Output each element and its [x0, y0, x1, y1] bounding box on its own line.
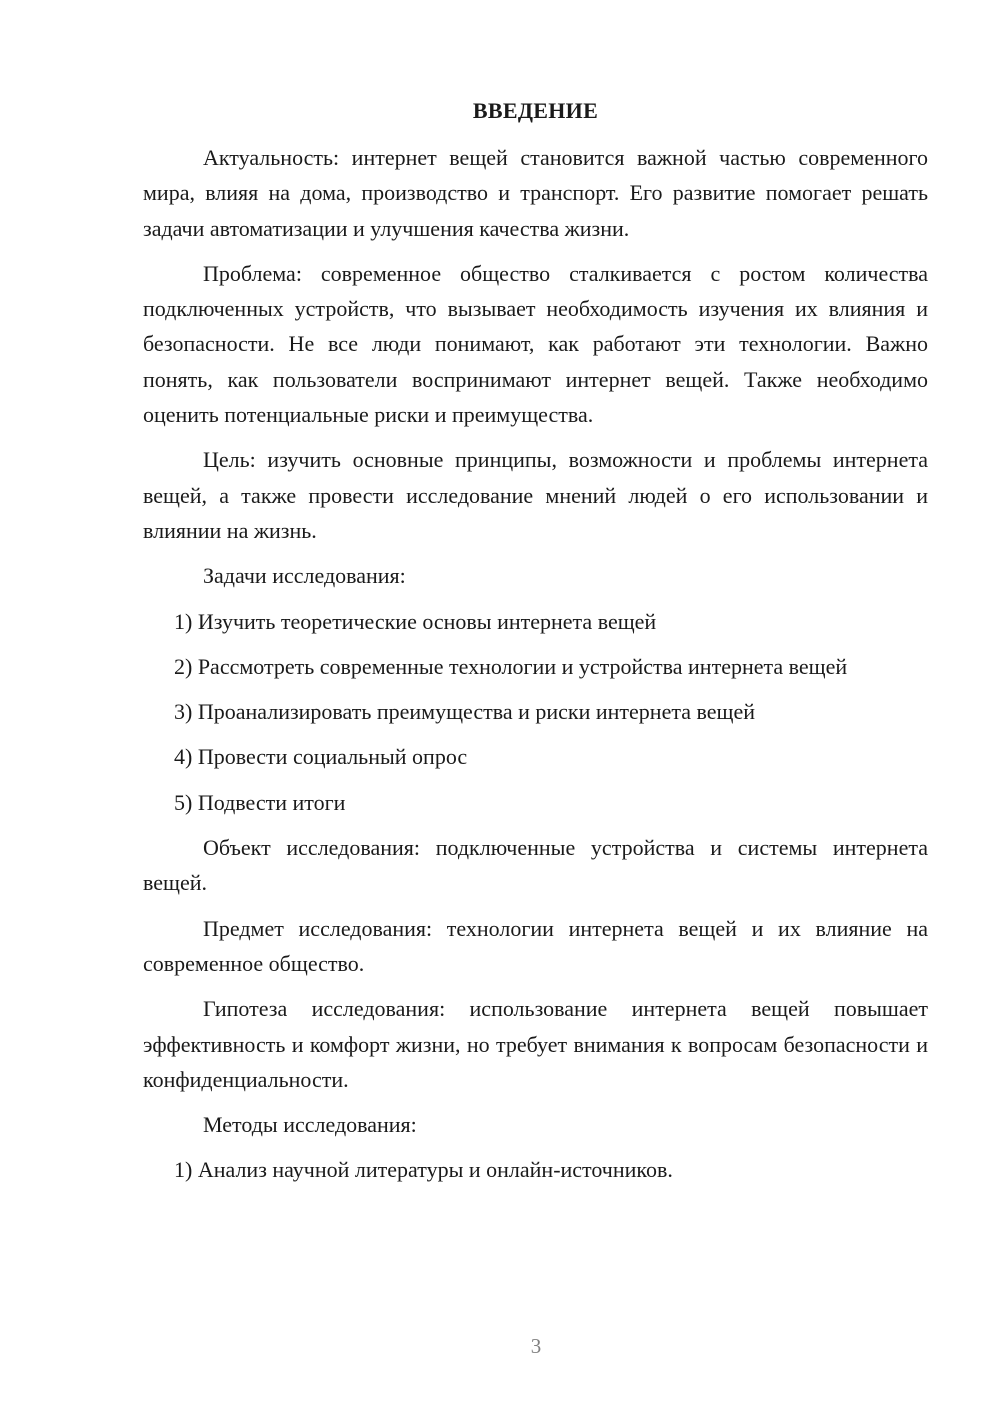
paragraph-goal: Цель: изучить основные принципы, возможности и проблемы интернета вещей, а также провести исследование мнений людей о его использовании и влиянии на жизнь.	[143, 447, 928, 543]
task-item: 4) Провести социальный опрос	[174, 744, 468, 770]
paragraph-subject: Предмет исследования: технологии интернета вещей и их влияние на современное общество.	[143, 915, 928, 976]
task-item: 5) Подвести итоги	[174, 789, 346, 815]
paragraph-tasks-heading: Задачи исследования:	[203, 563, 406, 589]
paragraph-object: Объект исследования: подключенные устройства и системы интернета вещей.	[143, 835, 928, 896]
task-item: 1) Изучить теоретические основы интернета вещей	[174, 608, 657, 634]
task-item: 3) Проанализировать преимущества и риски интернета вещей	[174, 699, 755, 725]
section-title: ВВЕДЕНИЕ	[472, 98, 599, 123]
task-item: 2) Рассмотреть современные технологии и устройства интернета вещей	[174, 653, 848, 679]
document-page	[143, 96, 928, 1198]
paragraph-methods-heading: Методы исследования:	[203, 1112, 417, 1138]
paragraph-relevance: Актуальность: интернет вещей становится важной частью современного мира, влияя на дома, производство и транспорт. Его развитие помогает решать задачи автоматизации и улучшения качества жизни.	[143, 145, 928, 241]
paragraph-hypothesis: Гипотеза исследования: использование интернета вещей повышает эффективность и комфорт жизни, но требует внимания к вопросам безопасности и конфиденциальности.	[143, 996, 928, 1092]
method-item: 1) Анализ научной литературы и онлайн-источников.	[174, 1157, 673, 1183]
paragraph-problem: Проблема: современное общество сталкивается с ростом количества подключенных устройств, что вызывает необходимость изучения их влияния и безопасности. Не все люди понимают, как работают эти технологии. Важно понять, как пользователи воспринимают интернет вещей. Также необходимо оценить потенциальные риски и преимущества.	[143, 260, 928, 428]
page-number: 3	[530, 1334, 542, 1358]
